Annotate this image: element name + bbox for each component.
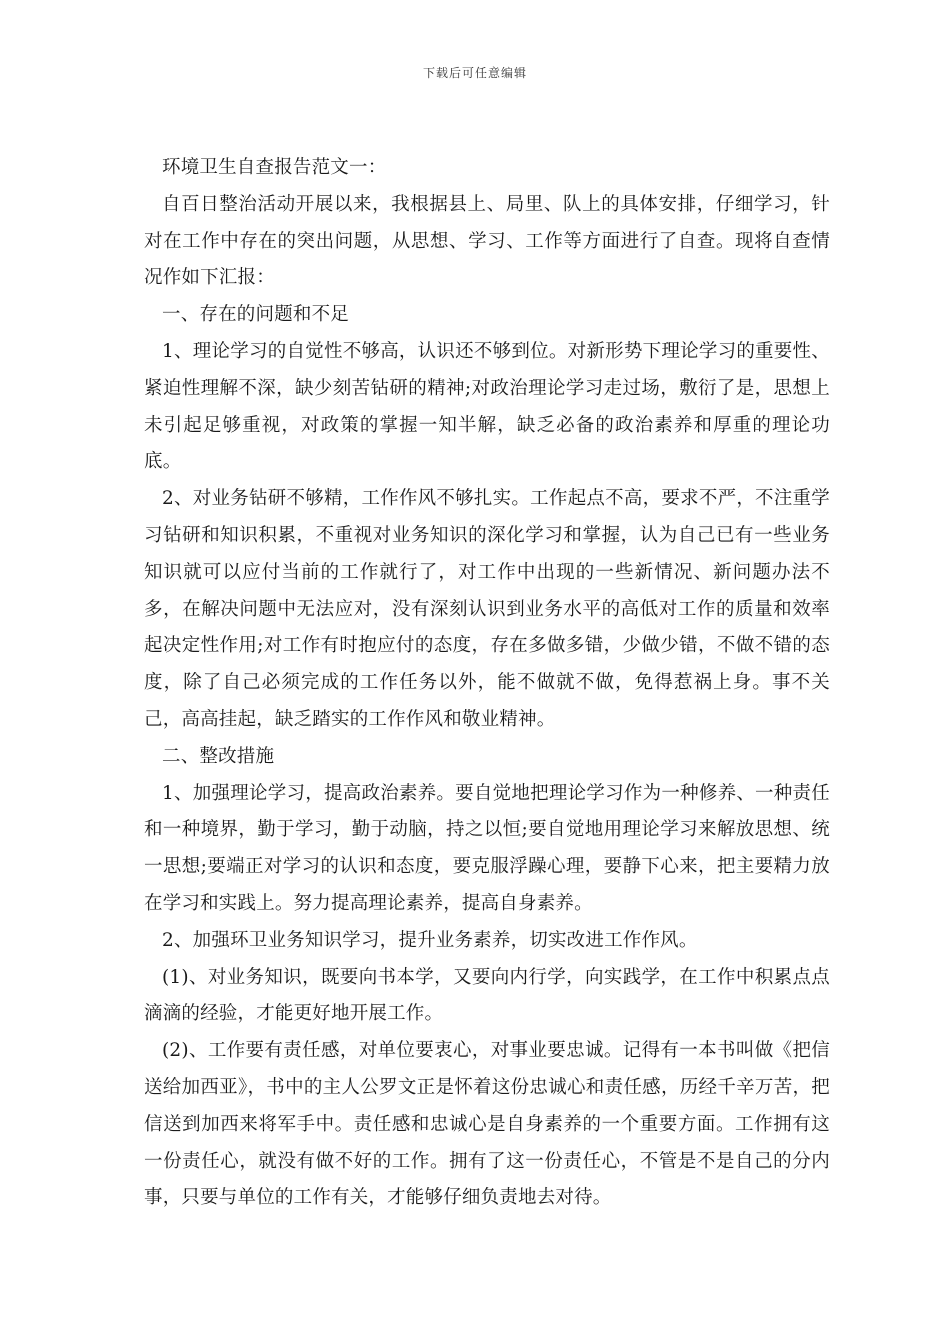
intro-paragraph: 自百日整治活动开展以来，我根据县上、局里、队上的具体安排，仔细学习，针对在工作中存在的突出问题，从思想、学习、工作等方面进行了自查。现将自查情况作如下汇报： [144,193,830,289]
section2-subparagraph-1: (1)、对业务知识，既要向书本学，又要向内行学，向实践学，在工作中积累点点滴滴的经验，才能更好地开展工作。 [144,966,830,1025]
section1-paragraph-2: 2、对业务钻研不够精，工作作风不够扎实。工作起点不高，要求不严，不注重学习钻研和知识积累，不重视对业务知识的深化学习和掌握，认为自己已有一些业务知识就可以应付当前的工作就行了，对工作中出现的一些新情况、新问题办法不多，在解决问题中无法应对，没有深刻认识到业务水平的高低对工作的质量和效率起决定性作用;对工作有时抱应付的态度，存在多做多错，少做少错，不做不错的态度，除了自己必须完成的工作任务以外，能不做就不做，免得惹祸上身。事不关己，高高挂起，缺乏踏实的工作作风和敬业精神。 [144,488,830,730]
section2-subparagraph-2: (2)、工作要有责任感，对单位要衷心，对事业要忠诚。记得有一本书叫做《把信送给加西亚》，书中的主人公罗文正是怀着这份忠诚心和责任感，历经千辛万苦，把信送到加西来将军手中。责任感和忠诚心是自身素养的一个重要方面。工作拥有这一份责任心，就没有做不好的工作。拥有了这一份责任心，不管是不是自己的分内事，只要与单位的工作有关，才能够仔细负责地去对待。 [144,1040,830,1209]
section2-paragraph-2: 2、加强环卫业务知识学习，提升业务素养，切实改进工作作风。 [162,929,698,951]
section2-title: 二、整改措施 [162,745,275,767]
document-body [144,150,830,1217]
section2-paragraph-1: 1、加强理论学习，提高政治素养。要自觉地把理论学习作为一种修养、一种责任和一种境界，勤于学习，勤于动脑，持之以恒;要自觉地用理论学习来解放思想、统一思想;要端正对学习的认识和态度，要克服浮躁心理，要静下心来，把主要精力放在学习和实践上。努力提高理论素养，提高自身素养。 [144,782,830,914]
document-title: 环境卫生自查报告范文一： [162,157,387,178]
section1-paragraph-1: 1、理论学习的自觉性不够高，认识还不够到位。对新形势下理论学习的重要性、紧迫性理解不深，缺少刻苦钻研的精神;对政治理论学习走过场，敷衍了是，思想上未引起足够重视，对政策的掌握一知半解，缺乏必备的政治素养和厚重的理论功底。 [144,340,830,473]
section1-title: 一、存在的问题和不足 [162,304,350,326]
header-note: 下载后可任意编辑 [422,66,527,80]
